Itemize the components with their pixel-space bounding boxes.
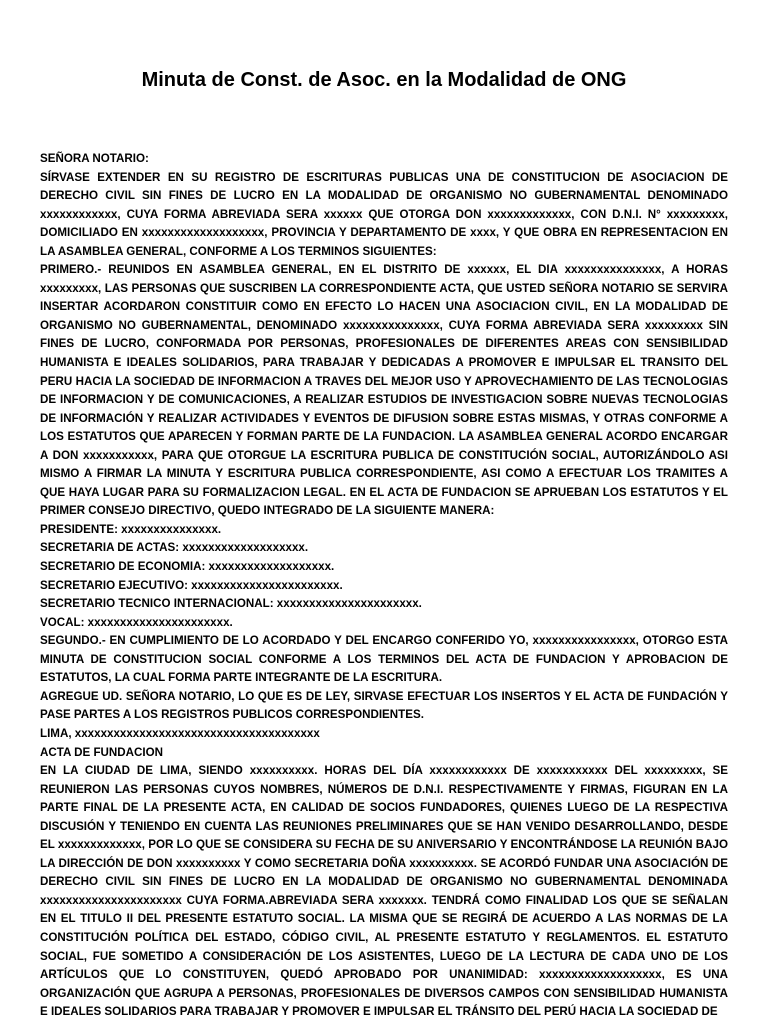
board-member-secretario-economia: SECRETARIO DE ECONOMIA: xxxxxxxxxxxxxxxxxxx.	[40, 560, 335, 574]
place-date-line: LIMA, xxxxxxxxxxxxxxxxxxxxxxxxxxxxxxxxxxxxxx	[40, 726, 320, 740]
section-heading-acta: ACTA DE FUNDACION	[40, 745, 164, 759]
clause-segundo: SEGUNDO.- EN CUMPLIMIENTO DE LO ACORDADO Y DEL ENCARGO CONFERIDO YO, xxxxxxxxxxxxxxxx, OTORGO ESTA MINUTA DE CONSTITUCION SOCIAL CONFORME A LOS TERMINOS DEL ACTA DE FUNDACION Y APROBACION DE ESTATUTOS, LA CUAL FORMA PARTE INTEGRANTE DE LA ESCRITURA.	[40, 634, 728, 685]
document-title: Minuta de Const. de Asoc. en la Modalidad de ONG	[141, 69, 627, 91]
board-member-secretaria-actas: SECRETARIA DE ACTAS: xxxxxxxxxxxxxxxxxxx.	[40, 541, 309, 555]
clause-primero: PRIMERO.- REUNIDOS EN ASAMBLEA GENERAL, EN EL DISTRITO DE xxxxxx, EL DIA xxxxxxxxxxxxxxx, A HORAS xxxxxxxxx, LAS PERSONAS QUE SUSCRIBEN LA CORRESPONDIENTE ACTA, QUE USTED SEÑORA NOTARIO SE SERVIRA INSERTAR ACORDARON CONSTITUIR COMO EN EFECTO LO HACEN UNA ASOCIACION CIVIL, EN LA MODALIDAD DE ORGANISMO NO GUBERNAMENTAL, DENOMINADO xxxxxxxxxxxxxxx, CUYA FORMA ABREVIADA SERA xxxxxxxxx SIN FINES DE LUCRO, CONFORMADA POR PERSONAS, PROFESIONALES DE DIFERENTES AREAS CON SENSIBILIDAD HUMANISTA E IDEALES SOLIDARIOS, PARA TRABAJAR Y DEDICADAS A PROMOVER E IMPULSAR EL TRANSITO DEL PERU HACIA LA SOCIEDAD DE INFORMACION A TRAVES DEL MEJOR USO Y APROVECHAMIENTO DE LAS TECNOLOGIAS DE INFORMACION Y DE COMUNICACIONES, A REALIZAR ESTUDIOS DE INVESTIGACION SOBRE NUEVAS TECNOLOGIAS DE INFORMACIÓN Y REALIZAR ACTIVIDADES Y EVENTOS DE DIFUSION SOBRE ESTAS MISMAS, Y OTRAS CONFORME A LOS ESTATUTOS QUE APARECEN Y FORMAN PARTE DE LA FUNDACION. LA ASAMBLEA GENERAL ACORDO ENCARGAR A DON xxxxxxxxxxx, PARA QUE OTORGUE LA ESCRITURA PUBLICA DE CONSTITUCIÓN SOCIAL, AUTORIZÁNDOLO ASI MISMO A FIRMAR LA MINUTA Y ESCRITURA PUBLICA CORRESPONDIENTE, ASI COMO A EFECTUAR LOS TRAMITES A QUE HAYA LUGAR PARA SU FORMALIZACION LEGAL. EN EL ACTA DE FUNDACION SE APRUEBAN LOS ESTATUTOS Y EL PRIMER CONSEJO DIRECTIVO, QUEDO INTEGRADO DE LA SIGUIENTE MANERA:	[40, 263, 728, 518]
board-member-secretario-tecnico: SECRETARIO TECNICO INTERNACIONAL: xxxxxxxxxxxxxxxxxxxxxx.	[40, 597, 422, 611]
closing-request: AGREGUE UD. SEÑORA NOTARIO, LO QUE ES DE LEY, SIRVASE EFECTUAR LOS INSERTOS Y EL ACTA DE FUNDACIÓN Y PASE PARTES A LOS REGISTROS PUBLICOS CORRESPONDIENTES.	[40, 689, 728, 722]
opening-paragraph: SÍRVASE EXTENDER EN SU REGISTRO DE ESCRITURAS PUBLICAS UNA DE CONSTITUCION DE ASOCIACION DE DERECHO CIVIL SIN FINES DE LUCRO EN LA MODALIDAD DE ORGANISMO NO GUBERNAMENTAL DENOMINADO xxxxxxxxxxxx, CUYA FORMA ABREVIADA SERA xxxxxx QUE OTORGA DON xxxxxxxxxxxxx, CON D.N.I. N° xxxxxxxxx, DOMICILIADO EN xxxxxxxxxxxxxxxxxxx, PROVINCIA Y DEPARTAMENTO DE xxxx, Y QUE OBRA EN REPRESENTACION EN LA ASAMBLEA GENERAL, CONFORME A LOS TERMINOS SIGUIENTES:	[40, 170, 728, 258]
board-member-secretario-ejecutivo: SECRETARIO EJECUTIVO: xxxxxxxxxxxxxxxxxxxxxxx.	[40, 578, 343, 592]
board-member-vocal: VOCAL: xxxxxxxxxxxxxxxxxxxxxx.	[40, 615, 233, 629]
acta-paragraph: EN LA CIUDAD DE LIMA, SIENDO xxxxxxxxxx. HORAS DEL DÍA xxxxxxxxxxxx DE xxxxxxxxxxx DEL xxxxxxxxx, SE REUNIERON LAS PERSONAS CUYOS NOMBRES, NÚMEROS DE D.N.I. RESPECTIVAMENTE Y FIRMAS, FIGURAN EN LA PARTE FINAL DE LA PRESENTE ACTA, EN CALIDAD DE SOCIOS FUNDADORES, QUIENES LUEGO DE LA RESPECTIVA DISCUSIÓN Y TENIENDO EN CUENTA LAS REUNIONES PRELIMINARES QUE SE HAN VENIDO DESARROLLANDO, DESDE EL xxxxxxxxxxxxx, POR LO QUE SE CONSIDERA SU FECHA DE SU ANIVERSARIO Y ENCONTRÁNDOSE LA REUNIÓN BAJO LA DIRECCIÓN DE DON xxxxxxxxxx Y COMO SECRETARIA DOÑA xxxxxxxxxx. SE ACORDÓ FUNDAR UNA ASOCIACIÓN DE DERECHO CIVIL SIN FINES DE LUCRO EN LA MODALIDAD DE ORGANISMO NO GUBERNAMENTAL DENOMINADA xxxxxxxxxxxxxxxxxxxxxx CUYA FORMA.ABREVIADA SERA xxxxxxx. TENDRÁ COMO FINALIDAD LOS QUE SE SEÑALAN EN EL TITULO II DEL PRESENTE ESTATUTO SOCIAL. LA MISMA QUE SE REGIRÁ DE ACUERDO A LAS NORMAS DE LA CONSTITUCIÓN POLÍTICA DEL ESTADO, CÓDIGO CIVIL, AL PRESENTE ESTATUTO Y REGLAMENTOS. EL ESTATUTO SOCIAL, FUE SOMETIDO A CONSIDERACIÓN DE LOS ASISTENTES, LUEGO DE LA LECTURA DE CADA UNO DE LOS ARTÍCULOS QUE LO CONSTITUYEN, QUEDÓ APROBADO POR UNANIMIDAD: xxxxxxxxxxxxxxxxxxx, ES UNA ORGANIZACIÓN QUE AGRUPA A PERSONAS, PROFESIONALES DE DIVERSOS CAMPOS CON SENSIBILIDAD HUMANISTA E IDEALES SOLIDARIOS PARA TRABAJAR Y PROMOVER E IMPULSAR EL TRÁNSITO DEL PERÚ HACIA LA SOCIEDAD DE	[40, 764, 728, 1019]
salutation: SEÑORA NOTARIO:	[40, 152, 149, 165]
board-member-presidente: PRESIDENTE: xxxxxxxxxxxxxxx.	[40, 522, 222, 536]
document-body	[40, 150, 728, 1022]
